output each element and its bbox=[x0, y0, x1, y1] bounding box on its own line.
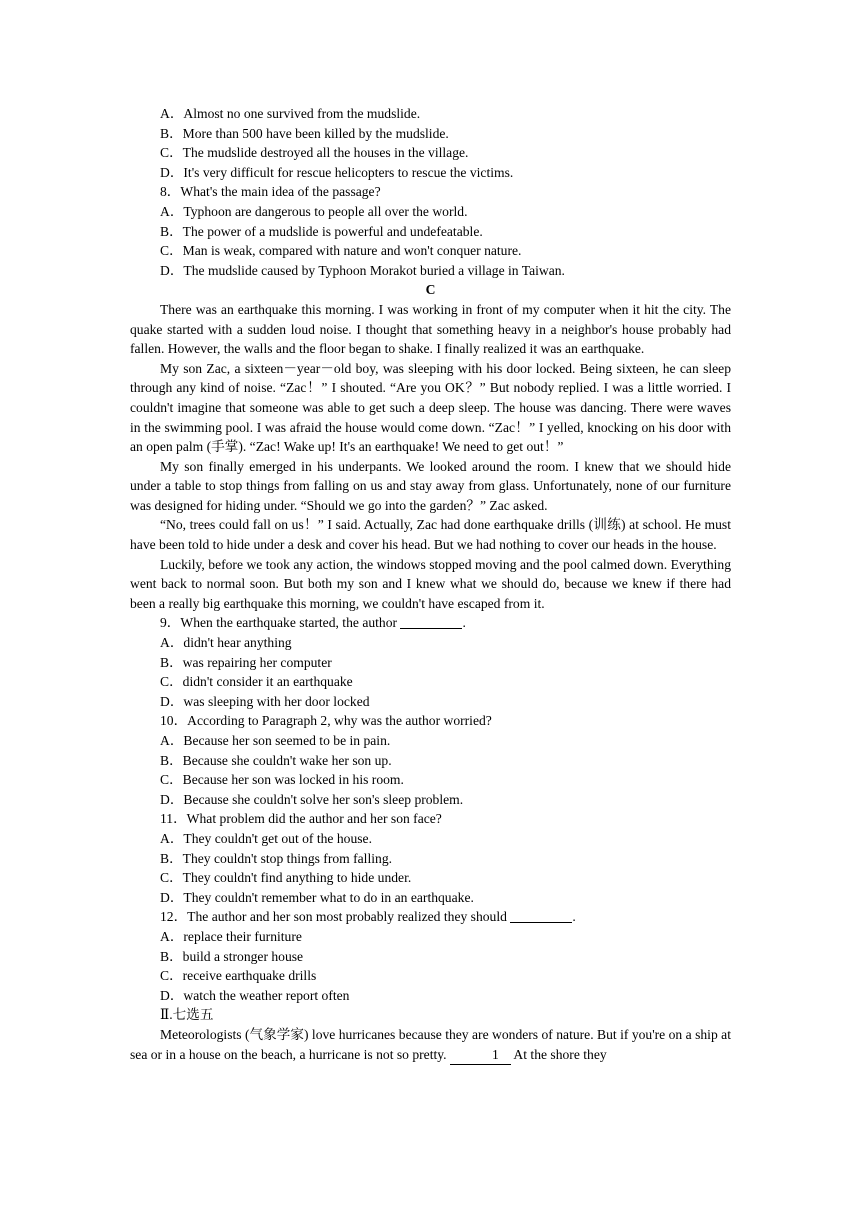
q11-option-b: B．They couldn't stop things from falling. bbox=[160, 850, 393, 866]
question-12 bbox=[130, 907, 731, 1005]
section-ii-text-after: At the shore they bbox=[510, 1046, 607, 1062]
section-ii-heading: Ⅱ.七选五 bbox=[160, 1007, 214, 1023]
q8-stem: 8．What's the main idea of the passage? bbox=[160, 184, 381, 200]
question-8 bbox=[130, 182, 731, 280]
q10-option-d: D．Because she couldn't solve her son's sleep problem. bbox=[160, 791, 464, 807]
section-ii-passage bbox=[130, 1025, 731, 1065]
q9-option-b: B．was repairing her computer bbox=[160, 654, 332, 670]
q8-option-b: B．The power of a mudslide is powerful and undefeatable. bbox=[160, 223, 483, 239]
question-9 bbox=[130, 613, 731, 711]
passage-paragraph-5: Luckily, before we took any action, the windows stopped moving and the pool calmed down. Everything went back to normal soon. But both my son and I knew what we should do, because we knew if there had been a really big earthquake this morning, we couldn't have escaped from it. bbox=[130, 556, 731, 611]
q10-option-a: A．Because her son seemed to be in pain. bbox=[160, 733, 391, 748]
q7-option-a: A．Almost no one survived from the mudslide. bbox=[160, 106, 421, 121]
q7-option-b: B．More than 500 have been killed by the mudslide. bbox=[160, 125, 449, 141]
q12-stem-text: 12．The author and her son most probably realized they should bbox=[160, 909, 511, 925]
q9-stem-tail: . bbox=[462, 615, 466, 631]
question-7-options bbox=[130, 104, 731, 182]
q12-stem bbox=[130, 907, 731, 927]
q11-option-a: A．They couldn't get out of the house. bbox=[160, 830, 372, 846]
q12-stem-tail: . bbox=[572, 909, 576, 925]
blank-number: 1 bbox=[450, 1045, 511, 1066]
q12-option-c: C．receive earthquake drills bbox=[160, 968, 317, 984]
question-11 bbox=[130, 809, 731, 907]
q10-stem: 10．According to Paragraph 2, why was the author worried? bbox=[160, 713, 492, 729]
exam-page bbox=[130, 104, 731, 1065]
passage-paragraph-4: “No, trees could fall on us！” I said. Actually, Zac had done earthquake drills (训练) at school. He must have been told to hide under a desk and cover his head. But we had nothing to cover our heads in the house. bbox=[130, 517, 731, 553]
q8-option-d: D．The mudslide caused by Typhoon Morakot buried a village in Taiwan. bbox=[160, 262, 565, 278]
passage-paragraph-2: My son Zac, a sixteen－year－old boy, was sleeping with his door locked. Being sixteen, he can sleep through any kind of noise. “Zac！” I shouted. “Are you OK？” But nobody replied. I was a little worried. I couldn't imagine that someone was able to get such a deep sleep. The house was dancing. There were waves in the swimming pool. I was afraid the house would come down. “Zac！” I yelled, knocking on his door with an open palm (手掌). “Zac! Wake up! It's an earthquake! We need to get out！” bbox=[130, 360, 731, 455]
q11-option-c: C．They couldn't find anything to hide under. bbox=[160, 870, 412, 886]
answer-blank bbox=[510, 908, 572, 923]
answer-blank bbox=[400, 614, 462, 629]
section-c-heading: C bbox=[425, 282, 436, 298]
q12-option-d: D．watch the weather report often bbox=[160, 987, 350, 1003]
q9-stem-text: 9．When the earthquake started, the author bbox=[160, 615, 401, 631]
q7-option-c: C．The mudslide destroyed all the houses in the village. bbox=[160, 145, 469, 161]
q9-option-a: A．didn't hear anything bbox=[160, 635, 292, 651]
passage-paragraph-3: My son finally emerged in his underpants. We looked around the room. I knew that we should hide under a table to stop things from falling on us and stay away from glass. Unfortunately, none of our furniture was designed for hiding under. “Should we go into the garden？” Zac asked. bbox=[130, 458, 731, 513]
passage-c bbox=[130, 300, 731, 614]
section-ii-text-before: Meteorologists (气象学家) love hurricanes because they are wonders of nature. But if you're on a ship at sea or in a house on the beach, a hurricane is not so pretty. bbox=[130, 1026, 731, 1062]
q10-option-c: C．Because her son was locked in his room. bbox=[160, 772, 404, 788]
q12-option-a: A．replace their furniture bbox=[160, 928, 302, 944]
q12-option-b: B．build a stronger house bbox=[160, 948, 304, 964]
q9-stem bbox=[130, 613, 731, 633]
q11-option-d: D．They couldn't remember what to do in an earthquake. bbox=[160, 889, 474, 905]
q9-option-c: C．didn't consider it an earthquake bbox=[160, 674, 353, 690]
passage-paragraph-1: There was an earthquake this morning. I was working in front of my computer when it hit the city. The quake started with a sudden loud noise. I thought that something heavy in a neighbor's house probably had fallen. However, the walls and the floor began to shake. I finally realized it was an earthquake. bbox=[130, 301, 731, 357]
q8-option-c: C．Man is weak, compared with nature and won't conquer nature. bbox=[160, 243, 522, 259]
q7-option-d: D．It's very difficult for rescue helicopters to rescue the victims. bbox=[160, 164, 514, 180]
q9-option-d: D．was sleeping with her door locked bbox=[160, 693, 370, 709]
q8-option-a: A．Typhoon are dangerous to people all over the world. bbox=[160, 203, 468, 219]
question-10 bbox=[130, 711, 731, 809]
q11-stem: 11．What problem did the author and her son face? bbox=[160, 811, 442, 827]
q10-option-b: B．Because she couldn't wake her son up. bbox=[160, 752, 392, 768]
